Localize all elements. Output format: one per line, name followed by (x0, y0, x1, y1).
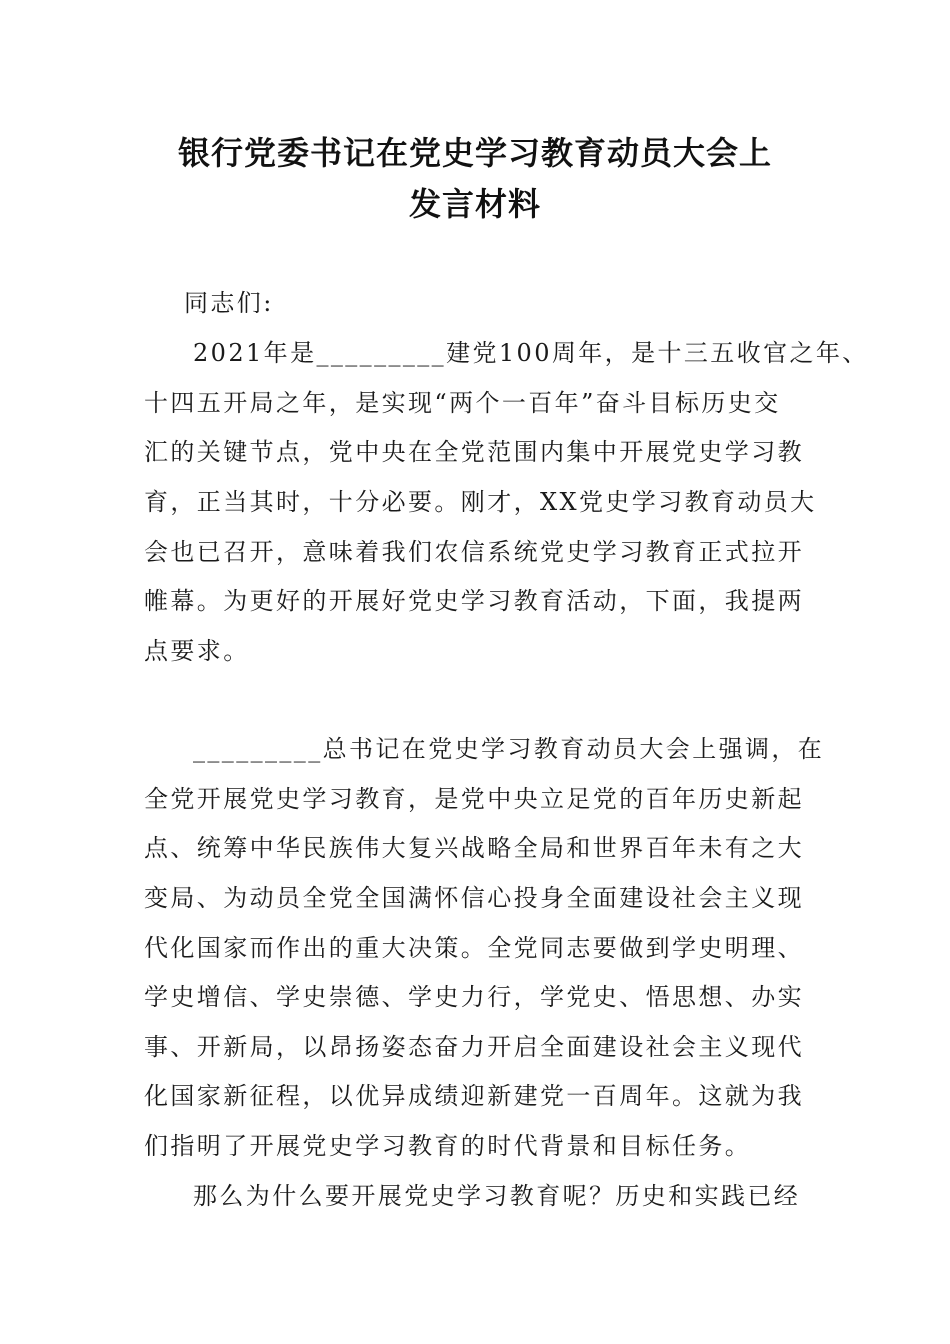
paragraph-1-line: 十四五开局之年，是实现“两个一百年”奋斗目标历史交 (144, 389, 781, 417)
paragraph-1-line: 点要求。 (144, 637, 250, 665)
paragraph-1-line: 育，正当其时，十分必要。刚才，XX党史学习教育动员大 (144, 488, 817, 516)
paragraph-2-line: 变局、为动员全党全国满怀信心投身全面建设社会主义现 (144, 884, 804, 912)
document-title-line-2: 发言材料 (408, 185, 541, 223)
paragraph-2-line: 代化国家而作出的重大决策。全党同志要做到学史明理、 (144, 934, 804, 962)
paragraph-2-line: _________总书记在党史学习教育动员大会上强调，在 (193, 735, 825, 763)
paragraph-1-line: 帷幕。为更好的开展好党史学习教育活动，下面，我提两 (144, 587, 804, 615)
paragraph-3-line: 那么为什么要开展党史学习教育呢？历史和实践已经 (193, 1182, 801, 1210)
paragraph-2-line: 学史增信、学史崇德、学史力行，学党史、悟思想、办实 (144, 983, 804, 1011)
paragraph-1-line: 2021年是_________建党100周年，是十三五收官之年、 (193, 339, 869, 367)
paragraph-1-line: 会也已召开，意味着我们农信系统党史学习教育正式拉开 (144, 538, 804, 566)
paragraph-2-line: 事、开新局，以昂扬姿态奋力开启全面建设社会主义现代 (144, 1033, 804, 1061)
paragraph-1-line: 汇的关键节点，党中央在全党范围内集中开展党史学习教 (144, 438, 804, 466)
paragraph-2-line: 全党开展党史学习教育，是党中央立足党的百年历史新起 (144, 785, 804, 813)
greeting: 同志们: (184, 289, 274, 317)
paragraph-2-line: 化国家新征程，以优异成绩迎新建党一百周年。这就为我 (144, 1082, 804, 1110)
paragraph-2-line: 点、统筹中华民族伟大复兴战略全局和世界百年未有之大 (144, 834, 804, 862)
document-title-line-1: 银行党委书记在党史学习教育动员大会上 (177, 134, 772, 172)
paragraph-2-line: 们指明了开展党史学习教育的时代背景和目标任务。 (144, 1132, 752, 1160)
